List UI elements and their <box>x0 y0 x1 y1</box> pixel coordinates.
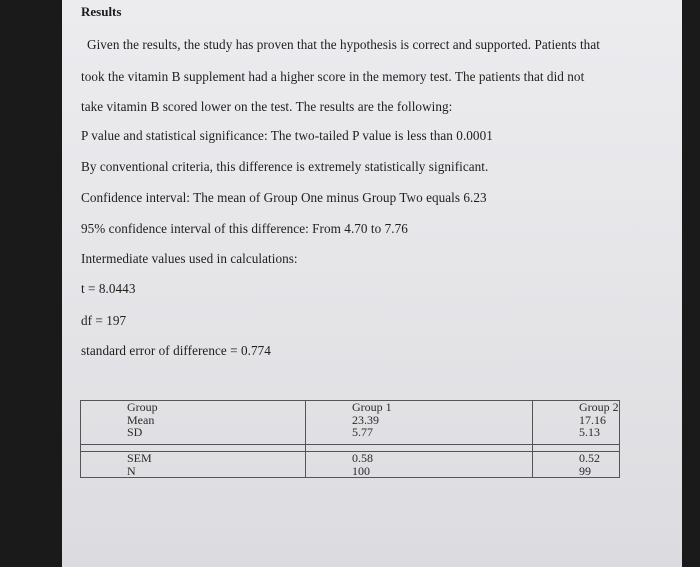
table-cell-labels <box>81 401 306 445</box>
cell-group1-mean: 23.39 <box>352 412 379 427</box>
table-cell-group1 <box>306 452 533 478</box>
t-value-line: t = 8.0443 <box>81 281 136 296</box>
p-value-line: P value and statistical significance: The two-tailed P value is less than 0.0001 <box>81 128 493 143</box>
table-cell-group1 <box>306 401 533 445</box>
table-spacer-row <box>81 445 620 452</box>
table-cell-group2 <box>533 452 620 478</box>
cell-group-label: Group <box>127 400 158 414</box>
spacer-cell <box>533 445 620 452</box>
cell-sd-label: SD <box>127 425 143 439</box>
cell-n-label: N <box>127 463 136 478</box>
cell-group2-n: 99 <box>579 463 591 478</box>
cell-group2-header: Group 2 <box>579 400 619 414</box>
spacer-cell <box>306 445 533 452</box>
ci95-line: 95% confidence interval of this difference: From 4.70 to 7.76 <box>81 221 408 236</box>
paragraph-line-3: take vitamin B scored lower on the test. The results are the following: <box>81 99 453 114</box>
table-row <box>81 452 620 478</box>
cell-group2-mean: 17.16 <box>579 412 606 427</box>
intermediate-values-line: Intermediate values used in calculations: <box>81 251 298 266</box>
table-cell-group2 <box>533 401 620 445</box>
cell-mean-label: Mean <box>127 412 155 427</box>
df-line: df = 197 <box>81 313 127 328</box>
results-heading: Results <box>81 4 122 19</box>
cell-group1-n: 100 <box>352 463 370 478</box>
cell-group2-sd: 5.13 <box>579 425 600 439</box>
paragraph-line-2: took the vitamin B supplement had a higher score in the memory test. The patients that did not <box>81 69 585 84</box>
standard-error-line: standard error of difference = 0.774 <box>81 343 271 358</box>
spacer-cell <box>81 445 306 452</box>
cell-group1-header: Group 1 <box>352 400 392 414</box>
document-page <box>62 0 682 567</box>
table-cell-labels <box>81 452 306 478</box>
cell-group1-sd: 5.77 <box>352 425 373 439</box>
criteria-line: By conventional criteria, this difference is extremely statistically significant. <box>81 159 489 174</box>
table-row <box>81 401 620 445</box>
paragraph-line-1: Given the results, the study has proven that the hypothesis is correct and supported. Patients that <box>87 37 600 52</box>
statistics-table <box>80 400 620 478</box>
confidence-interval-line: Confidence interval: The mean of Group One minus Group Two equals 6.23 <box>81 190 487 205</box>
cell-sem-label: SEM <box>127 451 152 465</box>
cell-group1-sem: 0.58 <box>352 451 373 465</box>
cell-group2-sem: 0.52 <box>579 451 600 465</box>
